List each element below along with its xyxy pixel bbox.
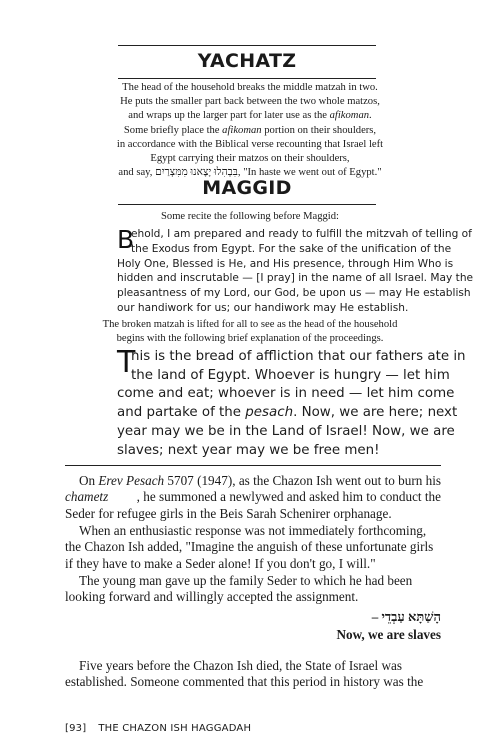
yachatz-line: The head of the household breaks the middle matzah in two. (122, 82, 378, 93)
commentary-line: The young man gave up the family Seder to which he had been (79, 573, 413, 588)
commentary-line: Five years before the Chazon Ish died, the State of Israel was (79, 658, 402, 673)
commentary-paragraph (65, 573, 441, 606)
yachatz-instructions (100, 81, 400, 180)
drop-cap-t: T (117, 345, 136, 380)
commentary-line: if they have to make a Seder alone! If you don't go, I will." (65, 555, 376, 571)
paragraph-line: pleasantness of my Lord, our God, be upon us — may He establish (117, 287, 471, 300)
commentary-paragraph (65, 658, 441, 691)
paragraph-line: the Exodus from Egypt. For the sake of the unification of the (131, 242, 452, 255)
paragraph-line: slaves; next year may we be free men! (117, 442, 380, 458)
maggid-rule (118, 204, 376, 205)
commentary-paragraph (65, 523, 441, 572)
commentary-line: On Erev Pesach 5707 (1947), as the Chazon Ish went out to burn his (79, 473, 441, 488)
yachatz-line: and say, בִּבְהִלוּ יָצָאנוּ מִמִּצְרַיִם, "In haste we went out of Egypt." (118, 167, 382, 179)
paragraph-line: the land of Egypt. Whoever is hungry — let him (131, 367, 450, 383)
yachatz-line: Egypt carrying their matzos on their shoulders, (150, 153, 350, 165)
paragraph-line: our handiwork for us; our handiwork may He establish. (117, 301, 409, 314)
section-title-yachatz: YACHATZ (197, 50, 297, 72)
commentary-line: looking forward and willingly accepted the assignment. (65, 589, 359, 605)
yachatz-rule (118, 78, 376, 79)
commentary-line: Seder for refugee girls in the Beis Sarah Schenirer orphanage. (65, 505, 392, 521)
commentary-heading (336, 608, 441, 644)
maggid-intro-line: Some recite the following before Maggid: (161, 211, 339, 222)
page-footer (65, 723, 251, 734)
commentary-paragraph (65, 473, 441, 522)
bread-intro-line: begins with the following brief explanation of the proceedings. (116, 333, 384, 345)
commentary-line: chametz , he summoned a newlywed and asked him to conduct the (65, 489, 441, 505)
yachatz-line: He puts the smaller part back between the two whole matzos, (120, 96, 380, 108)
bread-of-affliction-paragraph (117, 345, 466, 460)
page-number: [93] (65, 723, 87, 734)
commentary-heading-hebrew: הָשַׁתָּא עַבְדֵי – (371, 609, 441, 624)
running-title: THE CHAZON ISH HAGGADAH (98, 723, 252, 734)
section-title-maggid: MAGGID (202, 177, 292, 199)
maggid-intro (100, 210, 400, 224)
behold-paragraph (117, 227, 474, 316)
yachatz-line: and wraps up the larger part for later use as the afikoman. (128, 110, 372, 122)
paragraph-line: his is the bread of affliction that our fathers ate in (131, 349, 466, 364)
commentary-line: When an enthusiastic response was not immediately forthcoming, (79, 523, 427, 538)
paragraph-line: come and eat; whoever is in need — let him come (117, 386, 455, 402)
paragraph-line: and partake of the pesach . Now, we are here; next (117, 405, 458, 421)
paragraph-line: ehold, I am prepared and ready to fulfill the mitzvah of telling of (131, 228, 472, 240)
yachatz-line: in accordance with the Biblical verse recounting that Israel left (116, 138, 384, 150)
paragraph-line: Holy One, Blessed is He, and His presence, through Him Who is (117, 257, 454, 270)
bread-intro-line: The broken matzah is lifted for all to see as the head of the household (102, 319, 398, 330)
top-rule (118, 45, 376, 46)
commentary-rule (65, 465, 441, 466)
paragraph-line: year may we be in the Land of Israel! Now, we are (117, 423, 455, 439)
drop-cap-b: B (117, 225, 135, 254)
commentary-heading-english: Now, we are slaves (336, 627, 441, 642)
commentary-line: established. Someone commented that this period in history was the (65, 674, 424, 690)
bread-intro (100, 318, 400, 346)
yachatz-line: Some briefly place the afikoman portion on their shoulders, (123, 124, 377, 136)
commentary-line: the Chazon Ish added, "Imagine the anguish of these unfortunate girls (65, 539, 434, 555)
paragraph-line: hidden and inscrutable — [I pray] in the name of all Israel. May the (117, 272, 474, 285)
